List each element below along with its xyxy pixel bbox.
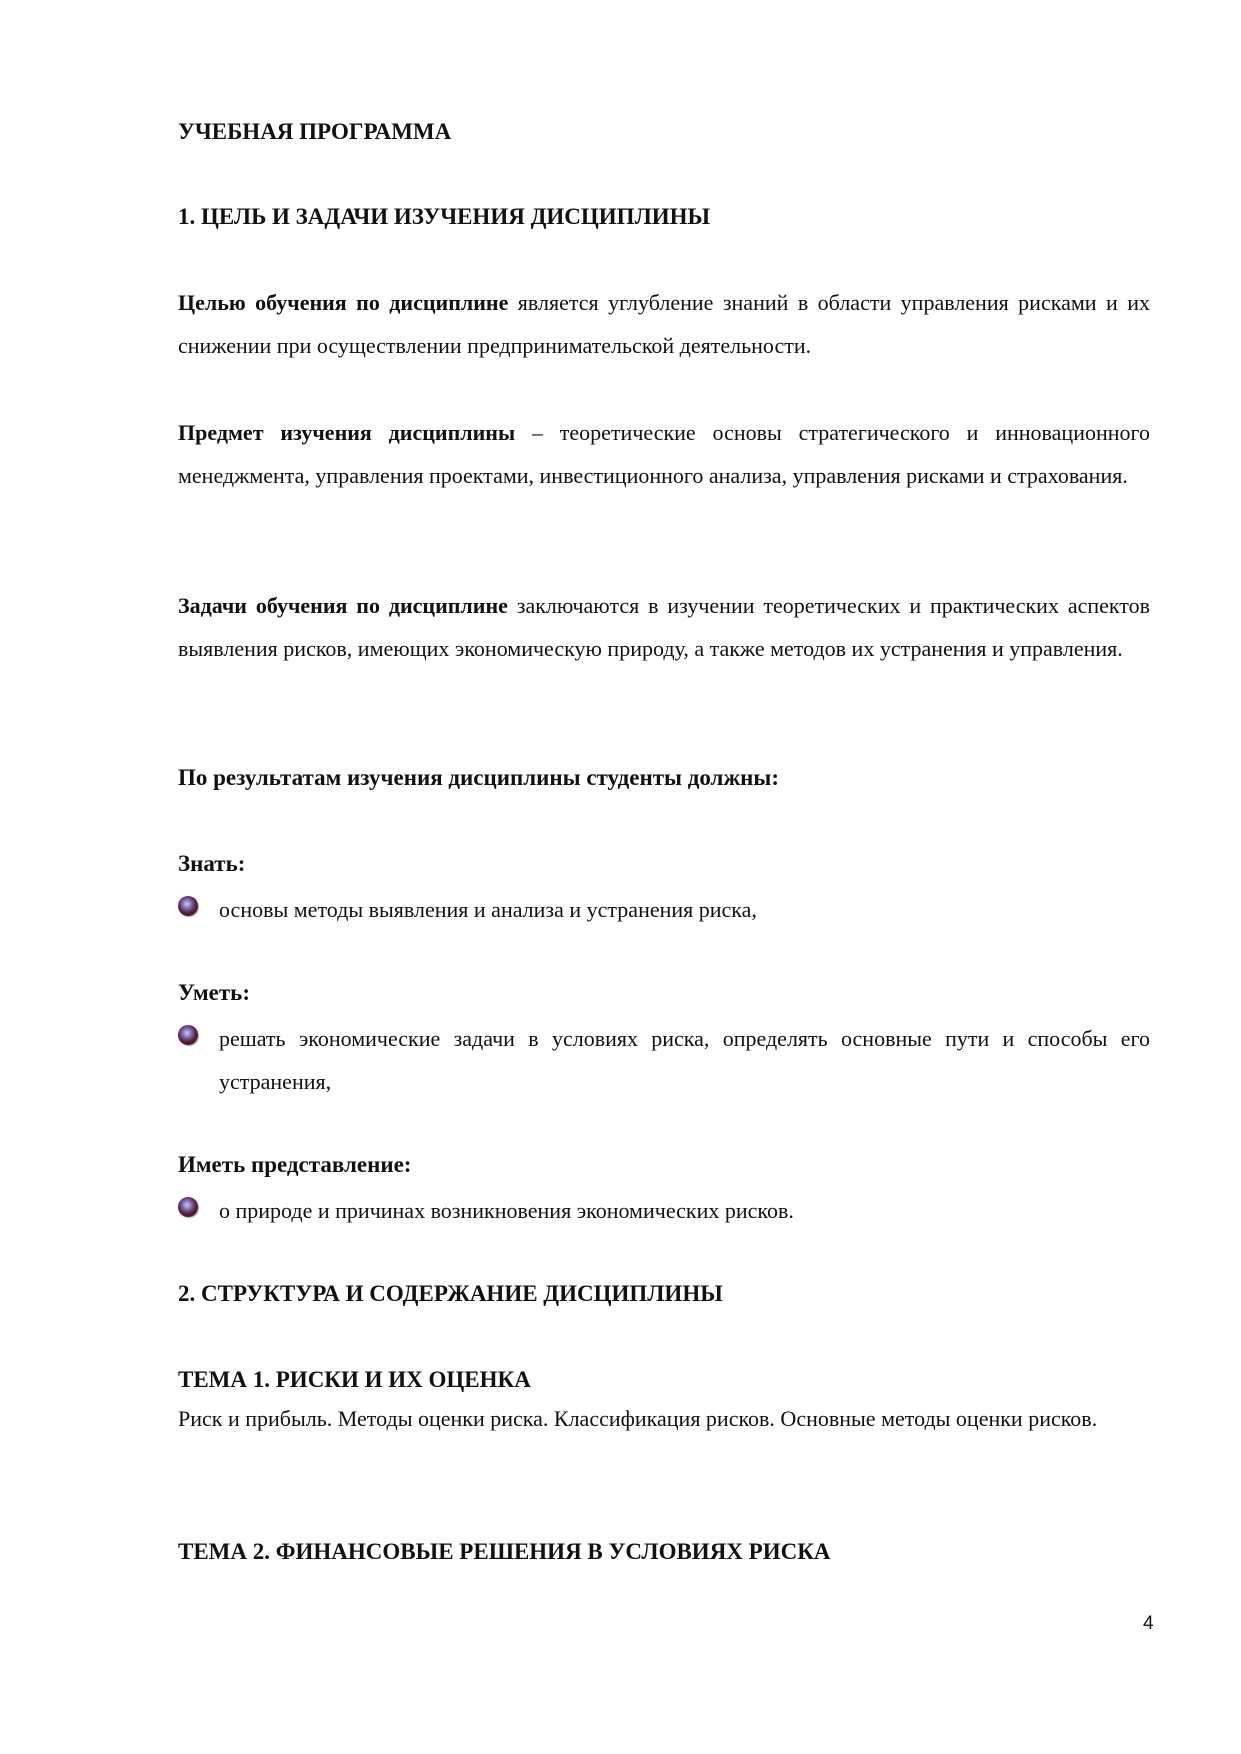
know-item-text: основы методы выявления и анализа и устранения риска, xyxy=(219,897,757,922)
goal-label: Целью обучения по дисциплине xyxy=(178,290,509,315)
page-number: 4 xyxy=(1143,1613,1154,1634)
subject-paragraph xyxy=(178,411,1150,497)
tasks-text: заключаются в изучении теоретических и практических аспектов выявления рисков, имеющих экономическую природу, а также методов их устранения и управления. xyxy=(178,593,1151,661)
idea-item-text: о природе и причинах возникновения экономических рисков. xyxy=(219,1198,794,1223)
document-title: УЧЕБНАЯ ПРОГРАММА xyxy=(178,119,452,144)
know-label: Знать: xyxy=(178,851,246,876)
topic-1-text: Риск и прибыль. Методы оценки риска. Классификация рисков. Основные методы оценки рисков. xyxy=(178,1406,1098,1431)
subject-text: – теоретические основы стратегического и инновационного менеджмента, управления проектами, инвестиционного анализа, управления рисками и страхования. xyxy=(178,420,1150,488)
topic-2-heading: ТЕМА 2. ФИНАНСОВЫЕ РЕШЕНИЯ В УСЛОВИЯХ РИСКА xyxy=(178,1539,831,1564)
tasks-paragraph xyxy=(178,584,1150,670)
tasks-label: Задачи обучения по дисциплине xyxy=(178,593,508,618)
able-item-text: решать экономические задачи в условиях риска, определять основные пути и способы его устранения, xyxy=(219,1026,1150,1094)
results-heading: По результатам изучения дисциплины студенты должны: xyxy=(178,765,779,790)
bullet-orb-icon xyxy=(178,896,198,916)
goal-text: является углубление знаний в области управления рисками и их снижении при осуществлении предпринимательской деятельности. xyxy=(178,290,1150,358)
idea-label: Иметь представление: xyxy=(178,1152,412,1177)
section-2-heading: 2. СТРУКТУРА И СОДЕРЖАНИЕ ДИСЦИПЛИНЫ xyxy=(178,1281,723,1306)
bullet-orb-icon xyxy=(178,1197,198,1217)
able-label: Уметь: xyxy=(178,980,250,1005)
goal-paragraph xyxy=(178,281,1150,367)
bullet-orb-icon xyxy=(178,1025,198,1045)
subject-label: Предмет изучения дисциплины xyxy=(178,420,516,445)
topic-1-heading: ТЕМА 1. РИСКИ И ИХ ОЦЕНКА xyxy=(178,1367,531,1392)
section-1-heading: 1. ЦЕЛЬ И ЗАДАЧИ ИЗУЧЕНИЯ ДИСЦИПЛИНЫ xyxy=(178,204,711,229)
